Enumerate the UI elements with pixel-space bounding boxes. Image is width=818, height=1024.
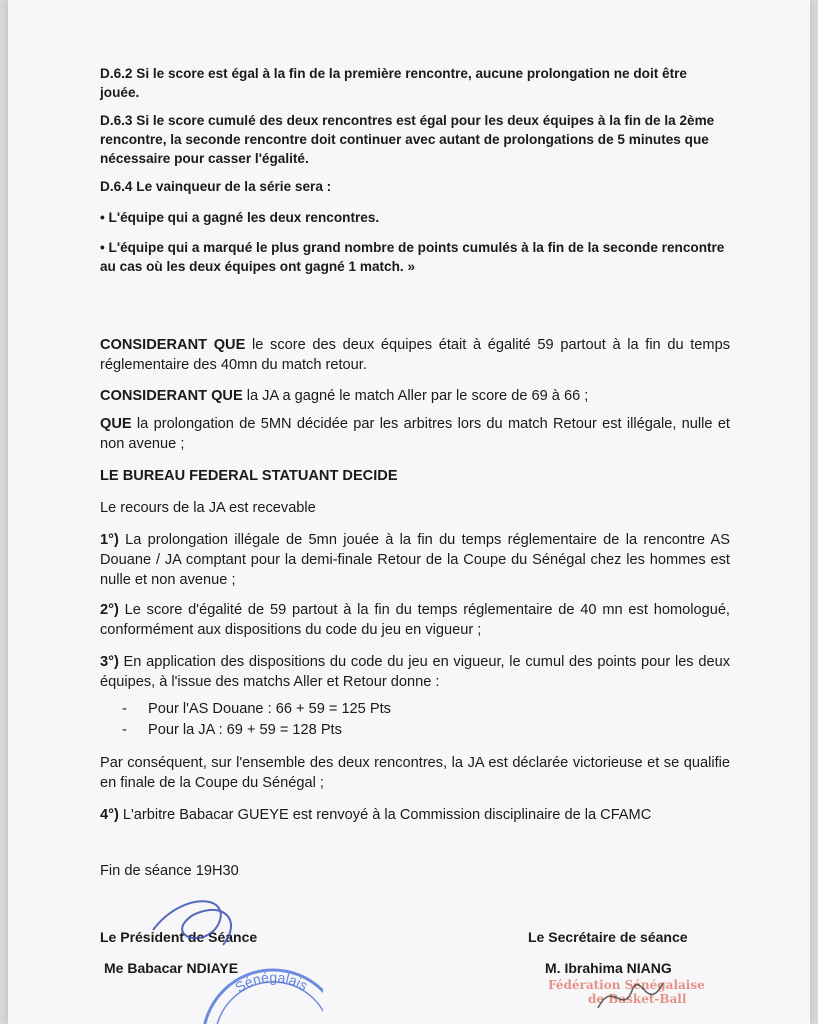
item-text: Le score d'égalité de 59 partout à la fin du temps réglementaire de 40 mn est homologué, conformément aux dispositions du code du jeu en vigueur ;	[100, 602, 730, 638]
president-title: Le Président de Séance	[100, 929, 258, 945]
stamp-text: Fédération Sénégalaise	[548, 978, 705, 992]
list-text: Pour l'AS Douane : 66 + 59 = 125 Pts	[148, 701, 391, 717]
svg-text:Sénégalais	[232, 969, 311, 995]
list-item	[122, 701, 391, 717]
secretary-title: Le Secrétaire de séance	[528, 929, 688, 945]
considerant-text: la JA a gagné le match Aller par le score de 69 à 66 ;	[242, 388, 589, 404]
list-dash: -	[122, 701, 127, 717]
list-dash: -	[122, 722, 127, 738]
decision-item	[100, 600, 730, 640]
considerant-paragraph	[100, 335, 730, 375]
considerant-lead: CONSIDERANT QUE	[100, 337, 246, 353]
stamp-text: Sénégalais	[232, 968, 311, 996]
federation-stamp-left	[123, 890, 323, 1024]
decision-item	[100, 805, 651, 825]
item-number: 4°)	[100, 807, 119, 823]
item-number: 2°)	[100, 602, 119, 618]
article-d63: D.6.3 Si le score cumulé des deux rencontres est égal pour les deux équipes à la fin de la 2ème rencontre, la seconde rencontre doit continuer avec autant de prolongations de 5 minutes que nécessaire pour casser l'égalité.	[100, 113, 715, 166]
bullet-item: • L'équipe qui a marqué le plus grand nombre de points cumulés à la fin de la seconde rencontre au cas où les deux équipes ont gagné 1 match. »	[100, 240, 725, 274]
decision-item	[100, 652, 730, 692]
president-name: Me Babacar NDIAYE	[104, 960, 239, 976]
item-text: En application des dispositions du code du jeu en vigueur, le cumul des points pour les deux équipes, à l'issue des matchs Aller et Retour donne :	[100, 654, 730, 690]
bullet-item: • L'équipe qui a gagné les deux rencontres.	[100, 210, 380, 225]
item-number: 3°)	[100, 654, 119, 670]
item-text: La prolongation illégale de 5mn jouée à la fin du temps réglementaire de la rencontre AS Douane / JA comptant pour la demi-finale Retour de la Coupe du Sénégal chez les hommes est nulle et non avenue ;	[100, 532, 730, 588]
considerant-lead: QUE	[100, 416, 132, 432]
considerant-paragraph	[100, 386, 588, 406]
document-page	[8, 0, 810, 1024]
considerant-paragraph	[100, 414, 730, 454]
session-end: Fin de séance 19H30	[100, 863, 239, 879]
list-item	[122, 722, 342, 738]
considerant-lead: CONSIDERANT QUE	[100, 388, 243, 404]
secretary-name: M. Ibrahima NIANG	[545, 960, 672, 976]
decision-heading: LE BUREAU FEDERAL STATUANT DECIDE	[100, 468, 398, 484]
article-d62: D.6.2 Si le score est égal à la fin de la première rencontre, aucune prolongation ne doit être jouée.	[100, 66, 687, 100]
considerant-text: le score des deux équipes était à égalité 59 partout à la fin du temps réglementaire des 40mn du match retour.	[100, 337, 730, 373]
consequence-paragraph: Par conséquent, sur l'ensemble des deux rencontres, la JA est déclarée victorieuse et se qualifie en finale de la Coupe du Sénégal ;	[100, 755, 730, 791]
item-number: 1°)	[100, 532, 119, 548]
considerant-text: la prolongation de 5MN décidée par les arbitres lors du match Retour est illégale, nulle et non avenue ;	[100, 416, 730, 452]
article-d64: D.6.4 Le vainqueur de la série sera :	[100, 179, 332, 194]
list-text: Pour la JA : 69 + 59 = 128 Pts	[148, 722, 342, 738]
signature-scribble	[593, 968, 673, 1024]
stamp-text: de Basket-Ball	[588, 992, 687, 1006]
item-text: L'arbitre Babacar GUEYE est renvoyé à la Commission disciplinaire de la CFAMC	[118, 807, 652, 823]
decision-item	[100, 530, 730, 590]
decision-intro: Le recours de la JA est recevable	[100, 500, 316, 516]
